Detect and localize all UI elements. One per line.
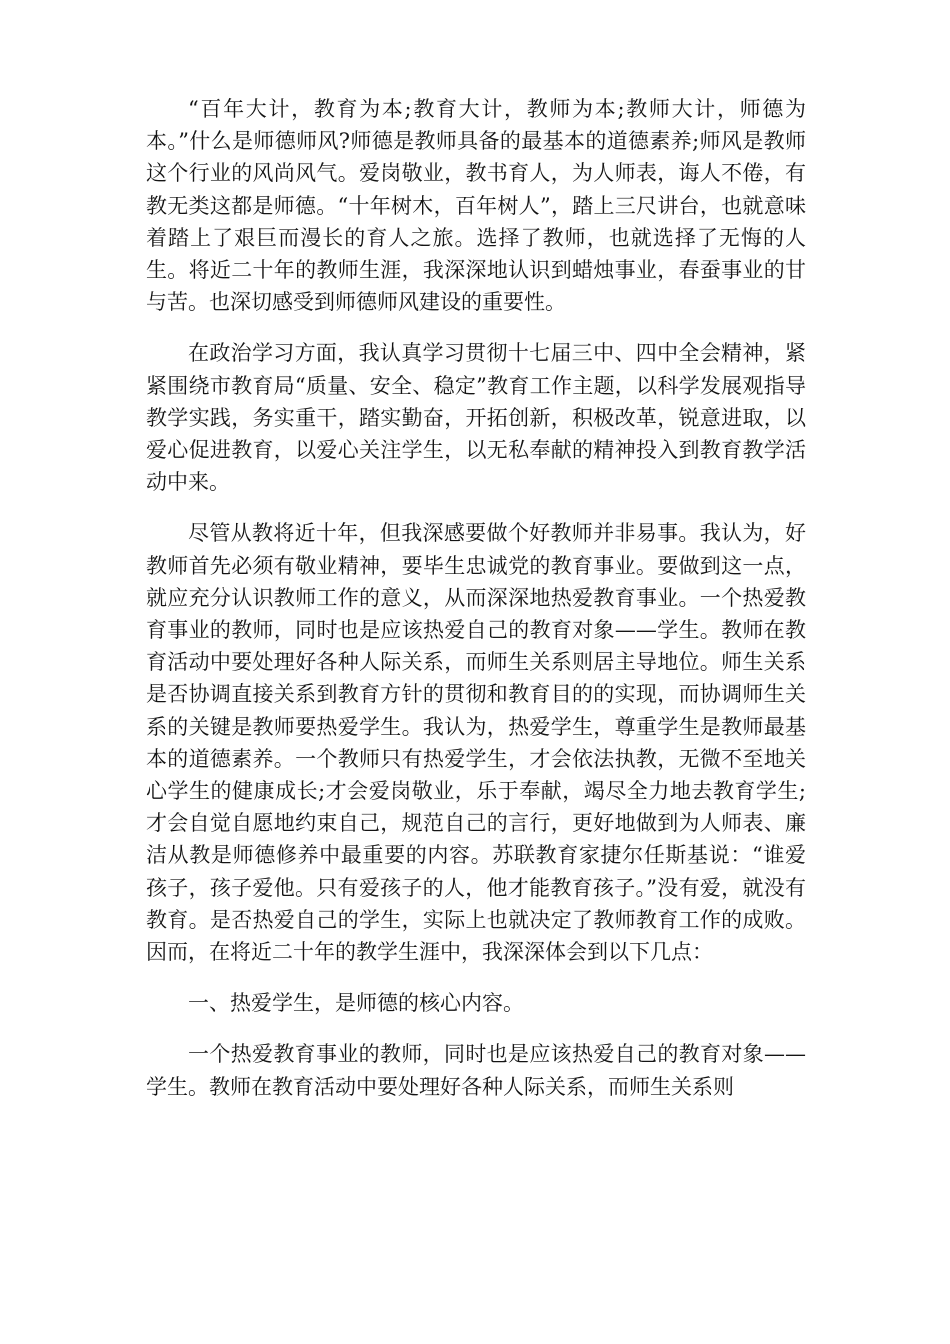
section-heading-love-students: 一、热爱学生，是师德的核心内容。 (188, 991, 524, 1016)
document-page (146, 93, 806, 1103)
paragraph-intro: “百年大计，教育为本;教育大计，教师为本;教师大计，师德为本。”什么是师德师风?师德是教师具备的最基本的道德素养;师风是教师这个行业的风尚风气。爱岗敬业，教书育人，为人师表，诲人不倦，有教无类这都是师德。“十年树木，百年树人”，踏上三尺讲台，也就意味着踏上了艰巨而漫长的育人之旅。选择了教师，也就选择了无悔的人生。将近二十年的教师生涯，我深深地认识到蜡烛事业，春蚕事业的甘与苦。也深切感受到师德师风建设的重要性。 (146, 97, 806, 315)
paragraph-political-study: 在政治学习方面，我认真学习贯彻十七届三中、四中全会精神，紧紧围绕市教育局“质量、安全、稳定”教育工作主题，以科学发展观指导教学实践，务实重干，踏实勤奋，开拓创新，积极改革，锐意进取，以爱心促进教育，以爱心关注学生，以无私奉献的精神投入到教育教学活动中来。 (146, 341, 806, 495)
paragraph-love-students: 一个热爱教育事业的教师，同时也是应该热爱自己的教育对象——学生。教师在教育活动中要处理好各种人际关系，而师生关系则 (146, 1042, 806, 1099)
paragraph-good-teacher: 尽管从教将近十年，但我深感要做个好教师并非易事。我认为，好教师首先必须有敬业精神，要毕生忠诚党的教育事业。要做到这一点，就应充分认识教师工作的意义，从而深深地热爱教育事业。一个热爱教育事业的教师，同时也是应该热爱自己的教育对象——学生。教师在教育活动中要处理好各种人际关系，而师生关系则居主导地位。师生关系是否协调直接关系到教育方针的贯彻和教育目的的实现，而协调师生关系的关键是教师要热爱学生。我认为，热爱学生，尊重学生是教师最基本的道德素养。一个教师只有热爱学生，才会依法执教，无微不至地关心学生的健康成长;才会爱岗敬业，乐于奉献，竭尽全力地去教育学生;才会自觉自愿地约束自己，规范自己的言行，更好地做到为人师表、廉洁从教是师德修养中最重要的内容。苏联教育家捷尔任斯基说：“谁爱孩子，孩子爱他。只有爱孩子的人，他才能教育孩子。”没有爱，就没有教育。是否热爱自己的学生，实际上也就决定了教师教育工作的成败。因而，在将近二十年的教学生涯中，我深深体会到以下几点： (146, 521, 806, 965)
